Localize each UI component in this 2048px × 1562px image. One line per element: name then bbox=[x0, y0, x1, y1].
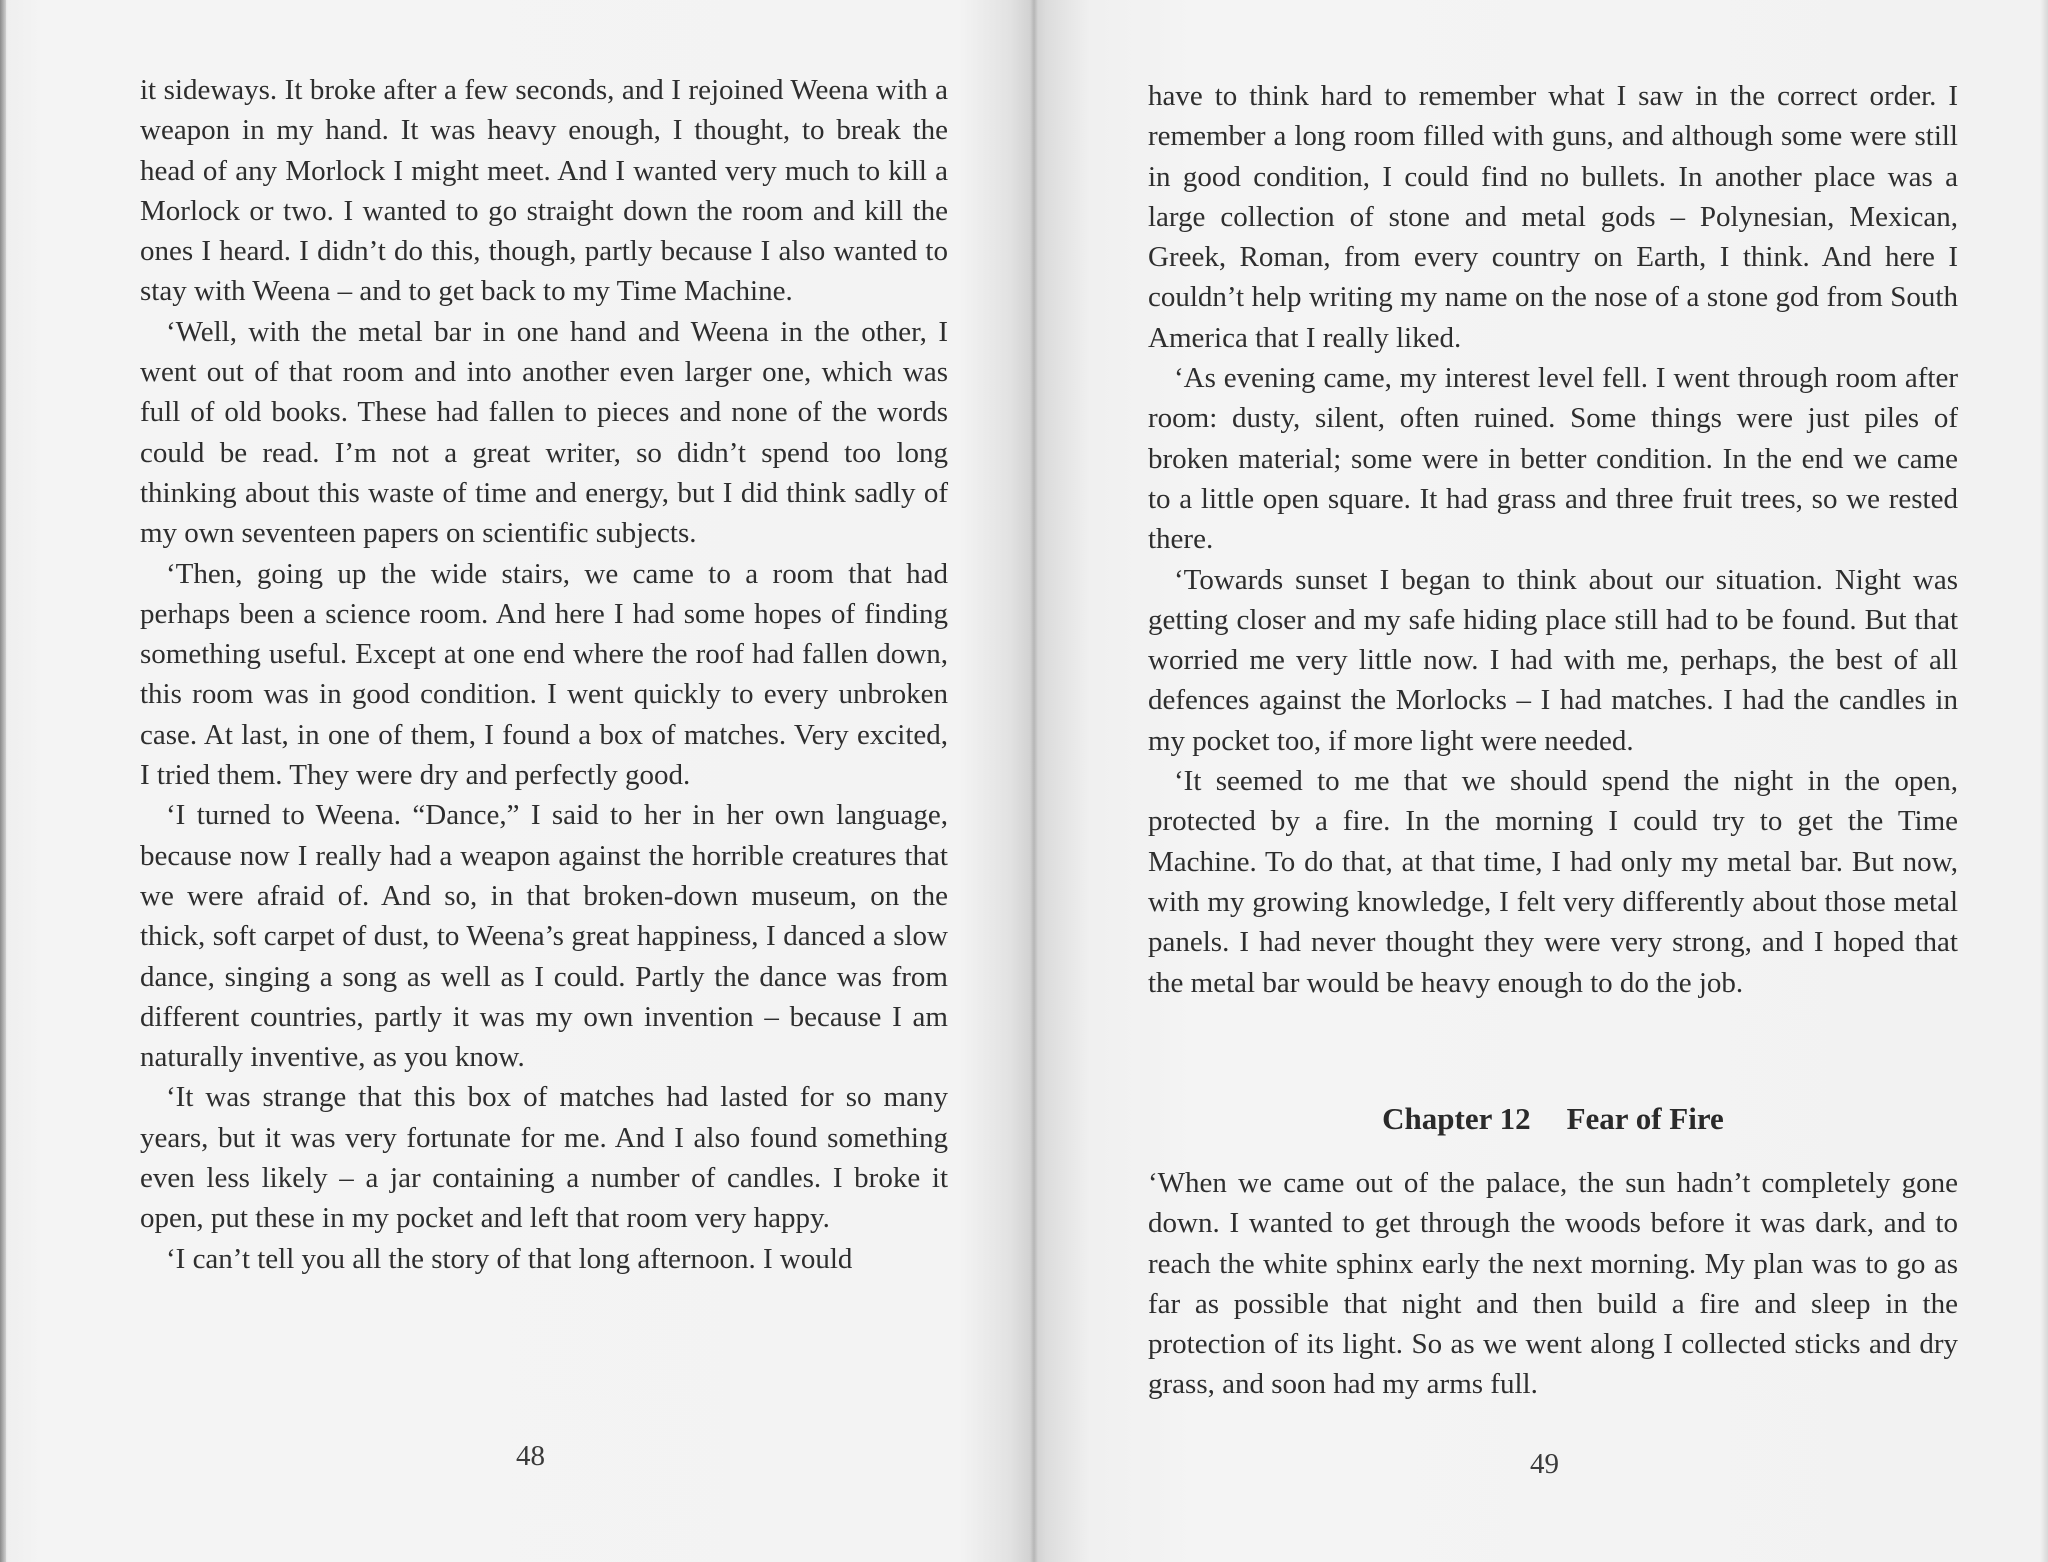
paragraph: ‘When we came out of the palace, the sun hadn’t completely gone down. I wanted to get through the woods before it was dark, and to reach the white sphinx early the next morning. My plan was to go as far as possible that night and then build a fire and sleep in the protection of its light. So as we went along I collected sticks and dry grass, and soon had my arms full. bbox=[1148, 1167, 1958, 1401]
paragraph: ‘Towards sunset I began to think about our situation. Night was getting closer and my safe hiding place still had to be found. But that worried me very little now. I had with me, perhaps, the best of all defences against the Morlocks – I had matches. I had the candles in my pocket too, if more light were needed. bbox=[1148, 563, 1958, 757]
page-number-left: 48 bbox=[516, 1440, 545, 1472]
paragraph: it sideways. It broke after a few seconds, and I rejoined Weena with a weapon in my hand. It was heavy enough, I thought, to break the head of any Morlock I might meet. And I wanted very much to kill a Morlock or two. I wanted to go straight down the room and kill the ones I heard. I didn’t do this, though, partly because I also wanted to stay with Weena – and to get back to my Time Machine. bbox=[140, 74, 948, 308]
book-gutter bbox=[1030, 0, 1038, 1562]
paragraph: ‘It seemed to me that we should spend the night in the open, protected by a fire. In the morning I could try to get the Time Machine. To do that, at that time, I had only my metal bar. But now, with my growing knowledge, I felt very differently about those metal panels. I had never thought they were very strong, and I hoped that the metal bar would be heavy enough to do the job. bbox=[1148, 765, 1958, 999]
paragraph: ‘Well, with the metal bar in one hand and Weena in the other, I went out of that room and into another even larger one, which was full of old books. These had fallen to pieces and none of the words could be read. I’m not a great writer, so didn’t spend too long thinking about this waste of time and energy, but I did think sadly of my own seventeen papers on scientific subjects. bbox=[140, 315, 948, 550]
left-page-text bbox=[140, 70, 948, 1279]
paragraph: ‘It was strange that this box of matches had lasted for so many years, but it was very fortunate for me. And I also found something even less likely – a jar containing a number of candles. I broke it open, put these in my pocket and left that room very happy. bbox=[140, 1081, 948, 1235]
paragraph: ‘Then, going up the wide stairs, we came to a room that had perhaps been a science room. And here I had some hopes of finding something useful. Except at one end where the roof had fallen down, this room was in good condition. I went quickly to every unbroken case. At last, in one of them, I found a box of matches. Very excited, I tried them. They were dry and perfectly good. bbox=[140, 557, 948, 792]
paragraph: ‘As evening came, my interest level fell. I went through room after room: dusty, silent, often ruined. Some things were just piles of broken material; some were in better condition. In the end we came to a little open square. It had grass and three fruit trees, so we rested there. bbox=[1148, 362, 1958, 556]
right-page bbox=[1038, 0, 2048, 1562]
chapter-heading bbox=[1148, 1101, 1958, 1137]
chapter-title: Fear of Fire bbox=[1566, 1101, 1724, 1136]
right-page-text-top bbox=[1148, 76, 1958, 1003]
chapter-number: Chapter 12 bbox=[1382, 1101, 1531, 1136]
page-number-right: 49 bbox=[1530, 1448, 1559, 1480]
paragraph: have to think hard to remember what I saw in the correct order. I remember a long room filled with guns, and although some were still in good condition, I could find no bullets. In another place was a large collection of stone and metal gods – Polynesian, Mexican, Greek, Roman, from every country on Earth, I think. And here I couldn’t help writing my name on the nose of a stone god from South America that I really liked. bbox=[1148, 80, 1958, 354]
paragraph: ‘I can’t tell you all the story of that long afternoon. I would bbox=[166, 1242, 853, 1275]
right-page-text-bottom bbox=[1148, 1163, 1958, 1405]
paragraph: ‘I turned to Weena. “Dance,” I said to her in her own language, because now I really had a weapon against the horrible creatures that we were afraid of. And so, in that broken-down museum, on the thick, soft carpet of dust, to Weena’s great happiness, I danced a slow dance, singing a song as well as I could. Partly the dance was from different countries, partly it was my own invention – because I am naturally inventive, as you know. bbox=[140, 799, 948, 1074]
